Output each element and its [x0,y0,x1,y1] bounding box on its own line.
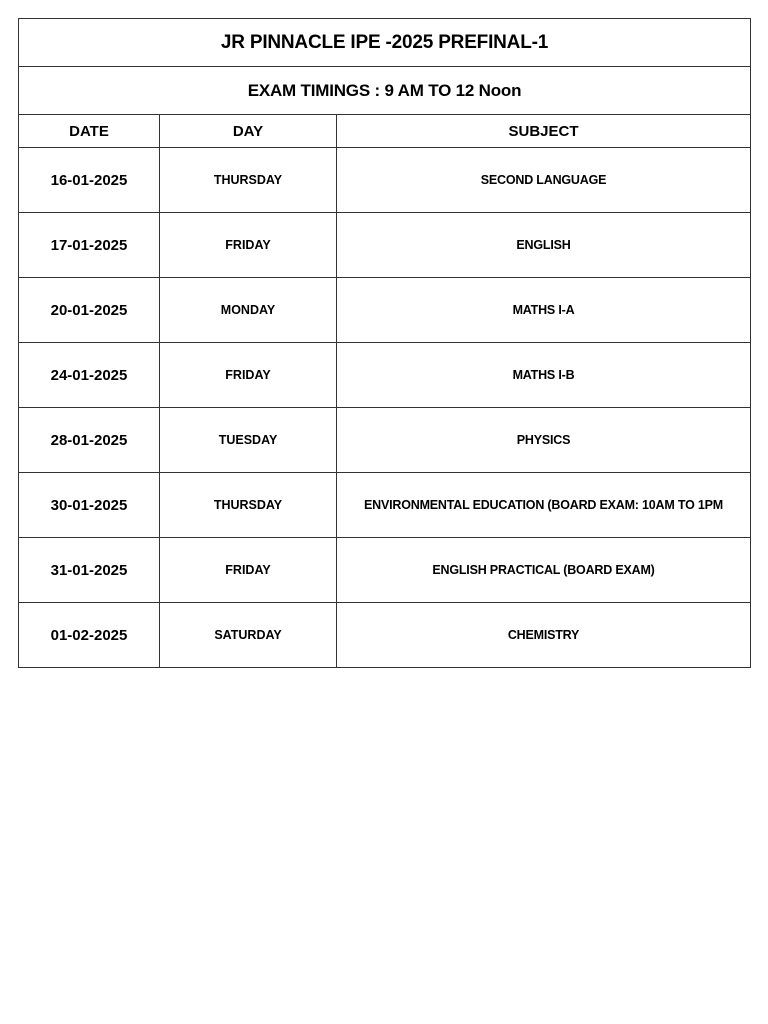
exam-day: FRIDAY [160,213,337,278]
exam-subject: SECOND LANGUAGE [337,148,751,213]
table-row [19,278,751,343]
exam-timings: EXAM TIMINGS : 9 AM TO 12 Noon [19,67,751,115]
exam-date: 31-01-2025 [19,538,160,603]
exam-subject: ENVIRONMENTAL EDUCATION (BOARD EXAM: 10AM TO 1PM [337,473,751,538]
table-row [19,538,751,603]
exam-subject: ENGLISH PRACTICAL (BOARD EXAM) [337,538,751,603]
exam-date: 20-01-2025 [19,278,160,343]
exam-day: SATURDAY [160,603,337,668]
exam-subject: ENGLISH [337,213,751,278]
table-row [19,213,751,278]
exam-day: THURSDAY [160,473,337,538]
document-title: JR PINNACLE IPE -2025 PREFINAL-1 [19,19,751,67]
exam-date: 24-01-2025 [19,343,160,408]
exam-subject: PHYSICS [337,408,751,473]
exam-date: 30-01-2025 [19,473,160,538]
exam-date: 17-01-2025 [19,213,160,278]
exam-date: 16-01-2025 [19,148,160,213]
exam-subject: MATHS I-A [337,278,751,343]
timings-row [19,67,751,115]
table-row [19,473,751,538]
table-row [19,148,751,213]
table-row [19,603,751,668]
exam-schedule-table [18,18,751,668]
exam-schedule-sheet [18,18,750,668]
table-row [19,408,751,473]
exam-day: FRIDAY [160,538,337,603]
exam-day: FRIDAY [160,343,337,408]
exam-subject: MATHS I-B [337,343,751,408]
exam-day: THURSDAY [160,148,337,213]
exam-day: TUESDAY [160,408,337,473]
exam-day: MONDAY [160,278,337,343]
exam-date: 28-01-2025 [19,408,160,473]
schedule-body [19,19,751,668]
column-header-row [19,115,751,148]
column-header-subject: SUBJECT [337,115,751,148]
title-row [19,19,751,67]
exam-date: 01-02-2025 [19,603,160,668]
table-row [19,343,751,408]
exam-subject: CHEMISTRY [337,603,751,668]
column-header-date: DATE [19,115,160,148]
column-header-day: DAY [160,115,337,148]
